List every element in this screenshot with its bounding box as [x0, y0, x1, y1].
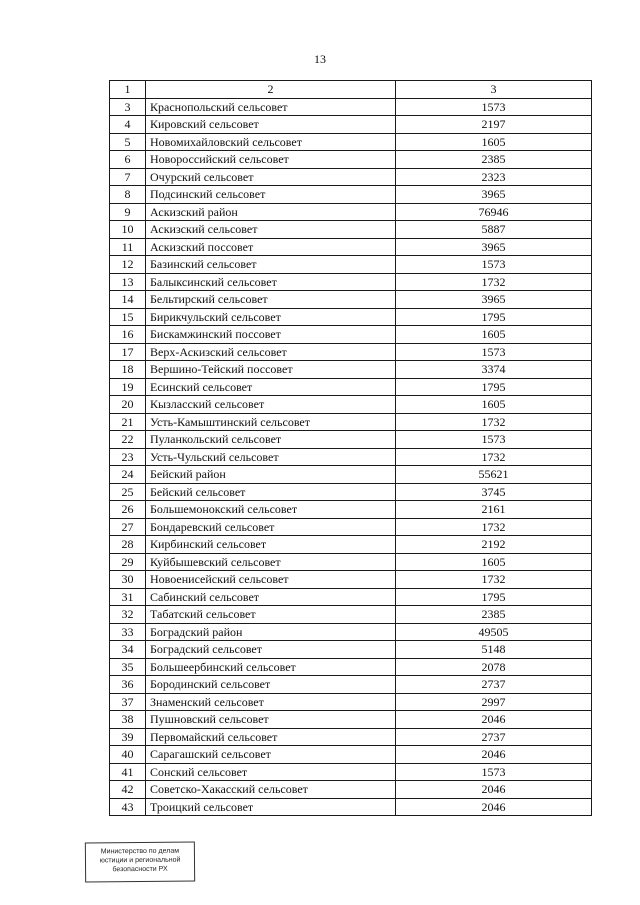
table-row: [110, 343, 592, 361]
table-row: [110, 483, 592, 501]
row-number-cell: 24: [110, 466, 146, 484]
row-name-cell: Бейский сельсовет: [146, 483, 396, 501]
row-name-cell: Бондаревский сельсовет: [146, 518, 396, 536]
table-row: [110, 728, 592, 746]
row-number-cell: 7: [110, 168, 146, 186]
row-value-cell: 1732: [396, 413, 592, 431]
table-row: [110, 151, 592, 169]
row-name-cell: Табатский сельсовет: [146, 606, 396, 624]
row-name-cell: Новомихайловский сельсовет: [146, 133, 396, 151]
row-number-cell: 19: [110, 378, 146, 396]
table-row: [110, 168, 592, 186]
table-row: [110, 763, 592, 781]
row-name-cell: Сабинский сельсовет: [146, 588, 396, 606]
row-number-cell: 36: [110, 676, 146, 694]
row-name-cell: Верх-Аскизский сельсовет: [146, 343, 396, 361]
row-name-cell: Большеербинский сельсовет: [146, 658, 396, 676]
row-name-cell: Бирикчульский сельсовет: [146, 308, 396, 326]
row-number-cell: 35: [110, 658, 146, 676]
row-value-cell: 1605: [396, 396, 592, 414]
row-name-cell: Подсинский сельсовет: [146, 186, 396, 204]
row-number-cell: 21: [110, 413, 146, 431]
row-value-cell: 2385: [396, 606, 592, 624]
table-row: [110, 606, 592, 624]
row-number-cell: 33: [110, 623, 146, 641]
row-number-cell: 12: [110, 256, 146, 274]
row-value-cell: 2078: [396, 658, 592, 676]
table-row: [110, 658, 592, 676]
row-number-cell: 11: [110, 238, 146, 256]
table-row: [110, 553, 592, 571]
row-number-cell: 25: [110, 483, 146, 501]
table-row: [110, 693, 592, 711]
row-value-cell: 55621: [396, 466, 592, 484]
column-header-name: 2: [146, 81, 396, 99]
row-value-cell: 5148: [396, 641, 592, 659]
row-value-cell: 3965: [396, 238, 592, 256]
row-value-cell: 2997: [396, 693, 592, 711]
row-number-cell: 22: [110, 431, 146, 449]
row-value-cell: 2737: [396, 676, 592, 694]
row-name-cell: Пушновский сельсовет: [146, 711, 396, 729]
row-name-cell: Сонский сельсовет: [146, 763, 396, 781]
row-name-cell: Бельтирский сельсовет: [146, 291, 396, 309]
row-value-cell: 1573: [396, 343, 592, 361]
row-name-cell: Большемонокский сельсовет: [146, 501, 396, 519]
row-number-cell: 16: [110, 326, 146, 344]
row-number-cell: 37: [110, 693, 146, 711]
row-name-cell: Кызласский сельсовет: [146, 396, 396, 414]
table-row: [110, 676, 592, 694]
row-name-cell: Бейский район: [146, 466, 396, 484]
row-value-cell: 1573: [396, 763, 592, 781]
row-name-cell: Усть-Чульский сельсовет: [146, 448, 396, 466]
row-number-cell: 30: [110, 571, 146, 589]
row-name-cell: Вершино-Тейский поссовет: [146, 361, 396, 379]
row-number-cell: 40: [110, 746, 146, 764]
row-name-cell: Куйбышевский сельсовет: [146, 553, 396, 571]
table-row: [110, 536, 592, 554]
row-value-cell: 76946: [396, 203, 592, 221]
table-row: [110, 186, 592, 204]
row-value-cell: 1573: [396, 98, 592, 116]
row-name-cell: Боградский сельсовет: [146, 641, 396, 659]
row-value-cell: 2046: [396, 746, 592, 764]
table-row: [110, 256, 592, 274]
row-name-cell: Бородинский сельсовет: [146, 676, 396, 694]
data-table: [109, 80, 592, 816]
row-number-cell: 32: [110, 606, 146, 624]
row-number-cell: 43: [110, 798, 146, 816]
row-name-cell: Новороссийский сельсовет: [146, 151, 396, 169]
table-row: [110, 361, 592, 379]
table-row: [110, 221, 592, 239]
row-name-cell: Аскизский поссовет: [146, 238, 396, 256]
table-row: [110, 588, 592, 606]
row-value-cell: 2385: [396, 151, 592, 169]
row-name-cell: Кирбинский сельсовет: [146, 536, 396, 554]
row-number-cell: 31: [110, 588, 146, 606]
column-header-value: 3: [396, 81, 592, 99]
row-number-cell: 18: [110, 361, 146, 379]
row-number-cell: 14: [110, 291, 146, 309]
row-name-cell: Усть-Камыштинский сельсовет: [146, 413, 396, 431]
row-name-cell: Советско-Хакасский сельсовет: [146, 781, 396, 799]
row-name-cell: Базинский сельсовет: [146, 256, 396, 274]
row-number-cell: 23: [110, 448, 146, 466]
row-number-cell: 13: [110, 273, 146, 291]
row-number-cell: 39: [110, 728, 146, 746]
row-value-cell: 1573: [396, 431, 592, 449]
table-row: [110, 781, 592, 799]
row-number-cell: 27: [110, 518, 146, 536]
stamp-line: юстиции и региональной: [99, 856, 181, 865]
table-row: [110, 203, 592, 221]
table-row: [110, 378, 592, 396]
table-row: [110, 116, 592, 134]
page-number: 13: [314, 52, 326, 66]
table-row: [110, 711, 592, 729]
row-value-cell: 1732: [396, 448, 592, 466]
column-header-number: 1: [110, 81, 146, 99]
row-number-cell: 20: [110, 396, 146, 414]
table-row: [110, 326, 592, 344]
table-row: [110, 291, 592, 309]
row-value-cell: 2046: [396, 711, 592, 729]
row-name-cell: Кировский сельсовет: [146, 116, 396, 134]
row-number-cell: 34: [110, 641, 146, 659]
row-name-cell: Краснопольский сельсовет: [146, 98, 396, 116]
table-row: [110, 518, 592, 536]
row-number-cell: 6: [110, 151, 146, 169]
row-name-cell: Знаменский сельсовет: [146, 693, 396, 711]
row-value-cell: 1732: [396, 273, 592, 291]
row-name-cell: Балыксинский сельсовет: [146, 273, 396, 291]
table-body: [110, 98, 592, 816]
row-name-cell: Аскизский район: [146, 203, 396, 221]
row-value-cell: 3374: [396, 361, 592, 379]
table-row: [110, 571, 592, 589]
row-value-cell: 1795: [396, 588, 592, 606]
table-row: [110, 798, 592, 816]
table-row: [110, 308, 592, 326]
row-value-cell: 2046: [396, 781, 592, 799]
row-value-cell: 49505: [396, 623, 592, 641]
row-number-cell: 41: [110, 763, 146, 781]
row-number-cell: 26: [110, 501, 146, 519]
table-row: [110, 133, 592, 151]
row-number-cell: 38: [110, 711, 146, 729]
row-number-cell: 5: [110, 133, 146, 151]
row-number-cell: 28: [110, 536, 146, 554]
row-value-cell: 2737: [396, 728, 592, 746]
table-row: [110, 448, 592, 466]
row-value-cell: 1795: [396, 308, 592, 326]
row-number-cell: 17: [110, 343, 146, 361]
row-name-cell: Первомайский сельсовет: [146, 728, 396, 746]
table-row: [110, 623, 592, 641]
table-row: [110, 501, 592, 519]
table-row: [110, 273, 592, 291]
table-header-row: [110, 81, 592, 99]
table-row: [110, 396, 592, 414]
row-name-cell: Очурский сельсовет: [146, 168, 396, 186]
row-name-cell: Пуланкольский сельсовет: [146, 431, 396, 449]
row-value-cell: 1732: [396, 518, 592, 536]
row-value-cell: 3965: [396, 291, 592, 309]
row-value-cell: 2161: [396, 501, 592, 519]
ministry-stamp: [85, 842, 195, 883]
row-number-cell: 3: [110, 98, 146, 116]
row-name-cell: Сарагашский сельсовет: [146, 746, 396, 764]
row-value-cell: 1605: [396, 553, 592, 571]
row-value-cell: 3745: [396, 483, 592, 501]
row-value-cell: 1605: [396, 133, 592, 151]
row-name-cell: Боградский район: [146, 623, 396, 641]
row-value-cell: 1605: [396, 326, 592, 344]
row-name-cell: Новоенисейский сельсовет: [146, 571, 396, 589]
table-row: [110, 431, 592, 449]
row-number-cell: 42: [110, 781, 146, 799]
table-row: [110, 466, 592, 484]
row-name-cell: Троицкий сельсовет: [146, 798, 396, 816]
row-number-cell: 8: [110, 186, 146, 204]
table-row: [110, 746, 592, 764]
row-value-cell: 2046: [396, 798, 592, 816]
row-value-cell: 2197: [396, 116, 592, 134]
row-value-cell: 1795: [396, 378, 592, 396]
row-value-cell: 1573: [396, 256, 592, 274]
row-value-cell: 2323: [396, 168, 592, 186]
row-name-cell: Есинский сельсовет: [146, 378, 396, 396]
row-number-cell: 10: [110, 221, 146, 239]
row-value-cell: 5887: [396, 221, 592, 239]
stamp-line: Министерство по делам: [100, 847, 180, 856]
row-name-cell: Аскизский сельсовет: [146, 221, 396, 239]
row-value-cell: 2192: [396, 536, 592, 554]
row-number-cell: 29: [110, 553, 146, 571]
row-number-cell: 15: [110, 308, 146, 326]
stamp-line: безопасности РХ: [112, 865, 168, 874]
row-value-cell: 3965: [396, 186, 592, 204]
row-value-cell: 1732: [396, 571, 592, 589]
row-number-cell: 4: [110, 116, 146, 134]
table-row: [110, 413, 592, 431]
table-row: [110, 238, 592, 256]
row-name-cell: Бискамжинский поссовет: [146, 326, 396, 344]
row-number-cell: 9: [110, 203, 146, 221]
table-row: [110, 98, 592, 116]
table-row: [110, 641, 592, 659]
